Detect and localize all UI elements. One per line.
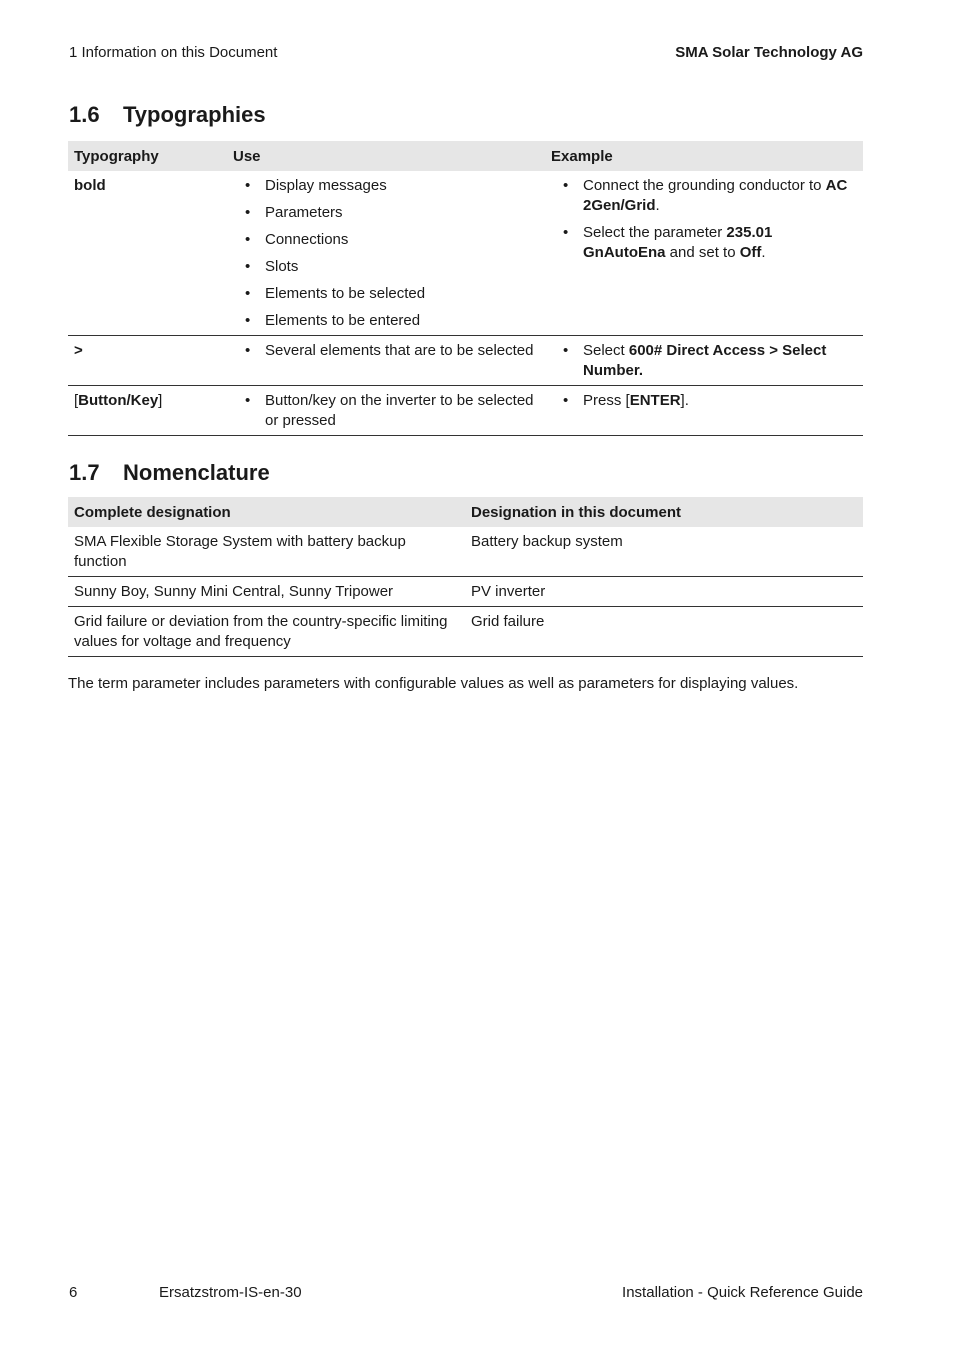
document-title: Installation - Quick Reference Guide (622, 1284, 863, 1301)
typographies-table (68, 141, 863, 436)
header-complete-designation: Complete designation (68, 497, 465, 527)
table-row (68, 171, 863, 336)
label-bold: Button/Key (78, 392, 159, 409)
document-id: Ersatzstrom-IS-en-30 (159, 1284, 302, 1301)
example-cell (545, 386, 863, 436)
header-company: SMA Solar Technology AG (675, 44, 863, 61)
example-bold: 235.01 GnAutoEna (583, 224, 773, 261)
list-item: • Button/key on the inverter to be selected or pressed (233, 391, 539, 431)
example-bold: Off (739, 244, 762, 261)
example-list (551, 341, 857, 381)
header-designation-in-document: Designation in this document (465, 497, 863, 527)
short-designation: Grid failure (465, 607, 863, 657)
bracket: ] (158, 392, 163, 409)
list-item: • Display messages (233, 176, 539, 196)
example-text: . (761, 244, 766, 261)
list-item: • Parameters (233, 203, 539, 223)
use-cell (227, 386, 545, 436)
section-number: 1.7 (69, 460, 100, 485)
list-item (551, 391, 857, 411)
short-designation: PV inverter (465, 577, 863, 607)
bracket: [ (74, 392, 79, 409)
section-title: Nomenclature (123, 460, 270, 485)
example-bold: ENTER (629, 392, 681, 409)
example-cell (545, 336, 863, 386)
header-example: Example (545, 141, 863, 171)
list-item (551, 176, 857, 216)
section-number: 1.6 (69, 102, 100, 127)
example-bold: AC 2Gen/Grid (583, 177, 848, 214)
list-item (551, 223, 857, 263)
use-list (233, 341, 539, 361)
section-heading-typographies (69, 102, 266, 128)
section-heading-nomenclature (69, 460, 270, 486)
header-use: Use (227, 141, 545, 171)
typography-label (68, 386, 227, 436)
table-header-row (68, 141, 863, 171)
example-bold: 600# Direct Access > Select Number. (583, 342, 827, 379)
complete-designation: Sunny Boy, Sunny Mini Central, Sunny Tripower (68, 577, 465, 607)
complete-designation: Grid failure or deviation from the country-specific limiting values for voltage and frequency (68, 607, 465, 657)
typography-label: bold (68, 171, 227, 336)
example-text: . (655, 197, 660, 214)
table-row (68, 577, 863, 607)
complete-designation: SMA Flexible Storage System with battery backup function (68, 527, 465, 577)
example-text: Press [ (583, 392, 630, 409)
short-designation: Battery backup system (465, 527, 863, 577)
table-row (68, 336, 863, 386)
list-item: • Elements to be selected (233, 284, 539, 304)
table-row (68, 386, 863, 436)
example-text: ]. (680, 392, 689, 409)
example-text: Select the parameter (583, 224, 727, 241)
section-title: Typographies (123, 102, 266, 127)
example-text: Select (583, 342, 629, 359)
use-list (233, 176, 539, 331)
header-typography: Typography (68, 141, 227, 171)
use-cell (227, 336, 545, 386)
use-list (233, 391, 539, 431)
list-item: • Slots (233, 257, 539, 277)
parameter-note: The term parameter includes parameters with configurable values as well as parameters for displaying values. (68, 675, 799, 692)
typography-label: > (68, 336, 227, 386)
list-item: • Connections (233, 230, 539, 250)
table-row (68, 527, 863, 577)
table-row (68, 607, 863, 657)
use-cell (227, 171, 545, 336)
example-text: and set to (665, 244, 740, 261)
list-item: • Elements to be entered (233, 311, 539, 331)
nomenclature-table (68, 497, 863, 657)
example-list (551, 176, 857, 263)
header-section: 1 Information on this Document (69, 44, 278, 61)
example-cell (545, 171, 863, 336)
table-header-row (68, 497, 863, 527)
example-list (551, 391, 857, 411)
example-text: Connect the grounding conductor to (583, 177, 826, 194)
list-item (551, 341, 857, 381)
list-item: • Several elements that are to be selected (233, 341, 539, 361)
page-number: 6 (69, 1284, 78, 1301)
